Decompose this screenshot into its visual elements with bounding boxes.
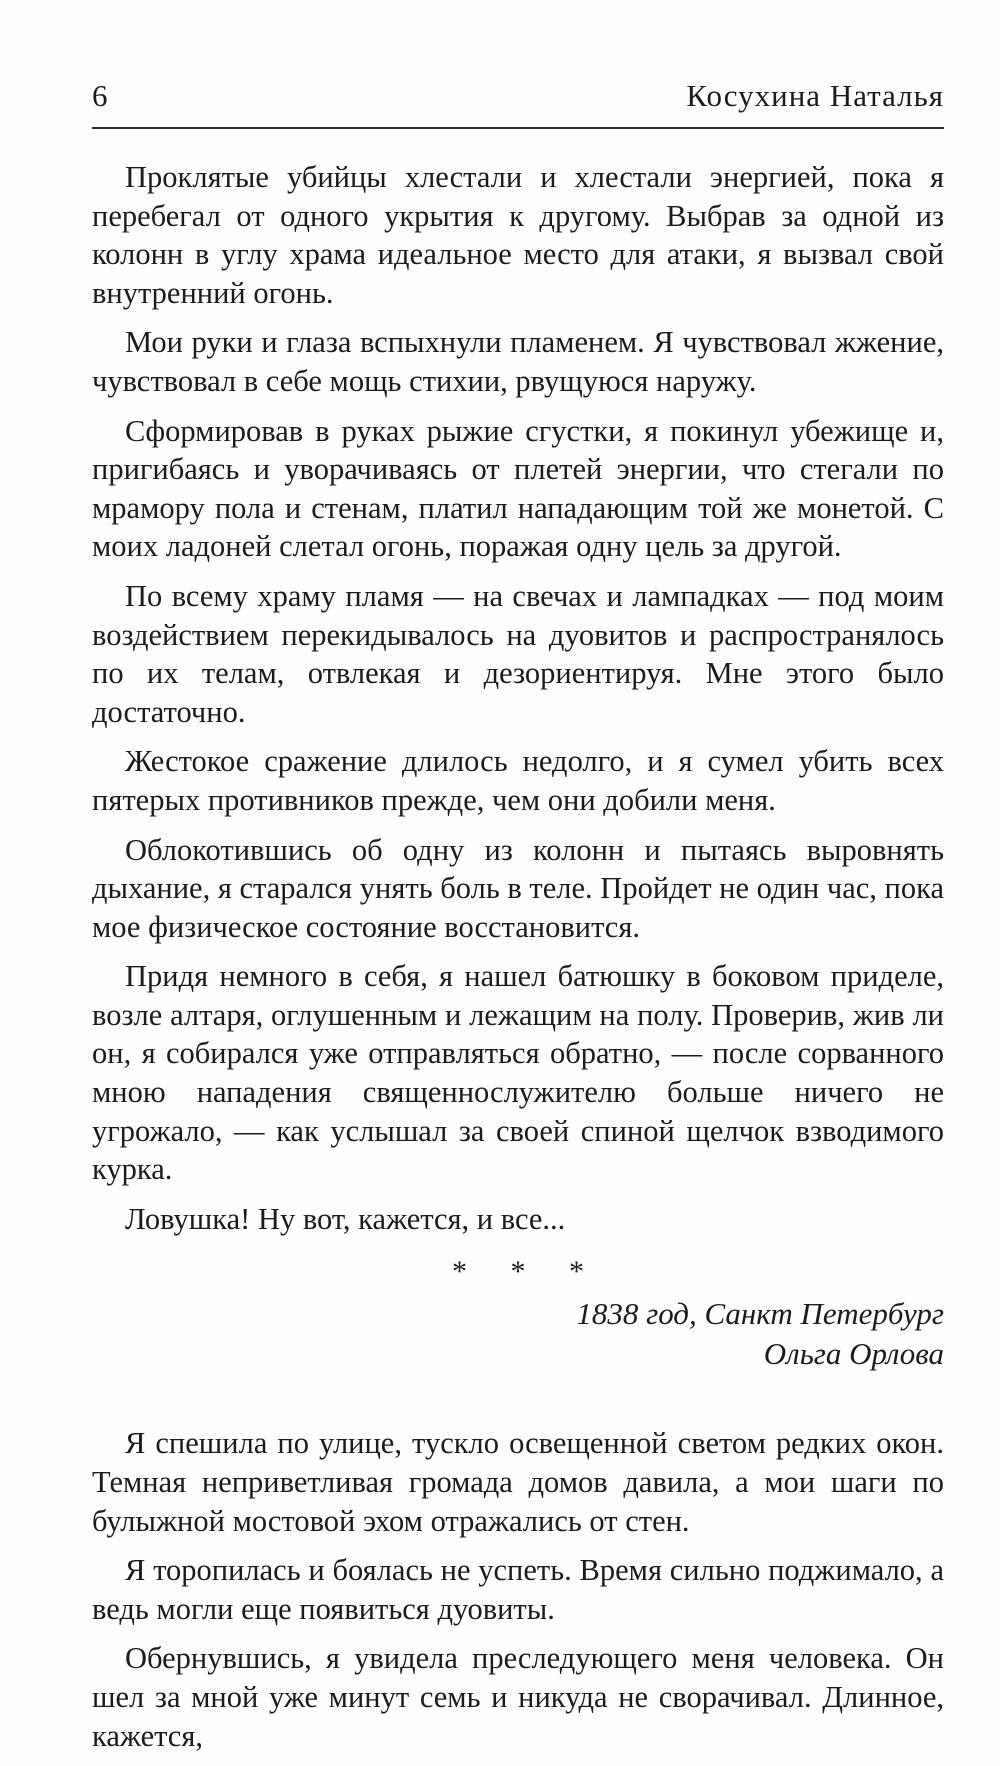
page-header xyxy=(92,72,944,120)
section-gap xyxy=(92,1374,944,1424)
paragraph: По всему храму пламя — на свечах и лампадках — под моим воздействием перекидывалось на дуовитов и распространялось по их телам, отвлекая и дезориентируя. Мне этого было достаточно. xyxy=(92,578,944,729)
paragraph: Мои руки и глаза вспыхнули пламенем. Я чувствовал жжение, чувствовал в себе мощь стихии, рвущуюся наружу. xyxy=(92,325,944,398)
dateline-narrator: Ольга Орлова xyxy=(763,1336,944,1372)
running-head-author: Косухина Наталья xyxy=(686,78,944,113)
paragraph: Обернувшись, я увидела преследующего меня человека. Он шел за мной уже минут семь и никуда не сворачивал. Длинное, кажется, xyxy=(92,1641,944,1753)
paragraph: Я торопилась и боялась не успеть. Время сильно поджимало, а ведь могли еще появиться дуовиты. xyxy=(92,1553,944,1626)
paragraph: Облокотившись об одну из колонн и пытаясь выровнять дыхание, я старался унять боль в теле. Пройдет не один час, пока мое физическое состояние восстановится. xyxy=(92,832,944,944)
paragraph: Придя немного в себя, я нашел батюшку в боковом приделе, возле алтаря, оглушенным и лежащим на полу. Проверив, жив ли он, я собирался уже отправляться обратно, — после сорванного мною нападения священнослужителю больше ничего не угрожало, — как услышал за своей спиной щелчок взводимого курка. xyxy=(92,959,944,1187)
paragraph: Проклятые убийцы хлестали и хлестали энергией, пока я перебегал от одного укрытия к другому. Выбрав за одной из колонн в углу храма идеальное место для атаки, я вызвал свой внутренний огонь. xyxy=(92,160,944,310)
page-number: 6 xyxy=(92,78,108,113)
dateline-place-date: 1838 год, Санкт Петербург xyxy=(576,1296,944,1332)
body-text xyxy=(92,158,944,1766)
paragraph: Жестокое сражение длилось недолго, и я сумел убить всех пятерых противников прежде, чем они добили меня. xyxy=(92,744,944,817)
paragraph: Сформировав в руках рыжие сгустки, я покинул убежище и, пригибаясь и уворачиваясь от плетей энергии, что стегали по мрамору пола и стенам, платил нападающим той же монетой. С моих ладоней слетал огонь, поражая одну цель за другой. xyxy=(92,413,944,564)
paragraph: Я спешила по улице, тускло освещенной светом редких окон. Темная неприветливая громада домов давила, а мои шаги по булыжной мостовой эхом отражались от стен. xyxy=(92,1426,944,1538)
section-separator: * * * xyxy=(452,1255,602,1289)
header-rule xyxy=(92,127,944,129)
paragraph: Ловушка! Ну вот, кажется, и все... xyxy=(125,1201,566,1236)
